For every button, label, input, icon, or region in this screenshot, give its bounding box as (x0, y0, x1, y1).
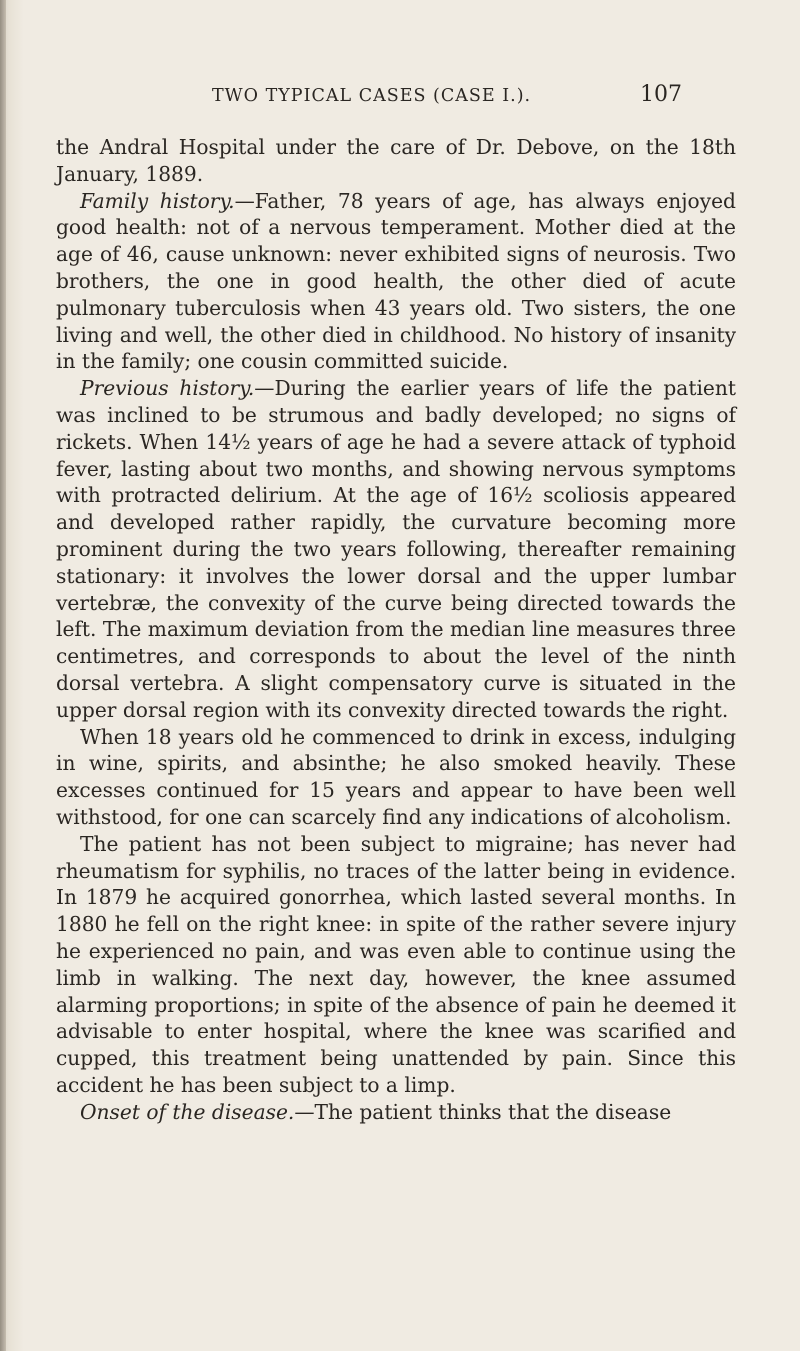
paragraph-medical-history (56, 831, 736, 1099)
section-heading-family-history: Family history. (80, 188, 235, 213)
body-text (56, 134, 736, 1125)
paragraph-family-history (56, 188, 736, 376)
paragraph-text: When 18 years old he commenced to drink in excess, indulging in wine, spirits, and absinthe; he also smoked heavily. These excesses continued for 15 years and appear to have been well withstood, for one can scarcely find any indications of alcoholism. (56, 724, 736, 829)
page-number: 107 (640, 82, 682, 107)
running-head: TWO TYPICAL CASES (CASE I.). (212, 86, 532, 106)
section-heading-onset: Onset of the disease. (80, 1099, 295, 1124)
page-header (212, 82, 682, 112)
paragraph-continuation (56, 134, 736, 188)
paragraph-text: The patient has not been subject to migraine; has never had rheumatism for syphilis, no traces of the latter being in evidence. In 1879 he acquired gonorrhea, which lasted several months. In 1880 he fell on the right knee: in spite of the rather severe injury he experienced no pain, and was even able to continue using the limb in walking. The next day, however, the knee assumed alarming proportions; in spite of the absence of pain he deemed it advisable to enter hospital, where the knee was scarified and cupped, this treatment being unattended by pain. Since this accident he has been subject to a limp. (56, 831, 736, 1097)
paragraph-text: —During the earlier years of life the patient was inclined to be strumous and badly developed; no signs of rickets. When 14½ years of age he had a severe attack of typhoid fever, lasting about two months, and showing nervous symptoms with protracted delirium. At the age of 16½ scoliosis appeared and developed rather rapidly, the curvature becoming more prominent during the two years following, thereafter remaining stationary: it involves the lower dorsal and the upper lumbar vertebræ, the convexity of the curve being directed towards the left. The maximum deviation from the median line measures three centimetres, and corresponds to about the level of the ninth dorsal vertebra. A slight compensatory curve is situated in the upper dorsal region with its convexity directed towards the right. (56, 376, 736, 722)
section-heading-previous-history: Previous history. (80, 376, 255, 401)
paragraph-onset (56, 1099, 736, 1126)
paragraph-text: the Andral Hospital under the care of Dr. Debove, on the 18th January, 1889. (56, 135, 736, 186)
page-gutter-shadow (0, 0, 6, 1351)
paragraph-text: —Father, 78 years of age, has always enjoyed good health: not of a nervous temperament. Mother died at the age of 46, cause unknown: never exhibited signs of neurosis. Two brothers, the one in good health, the other died of acute pulmonary tuberculosis when 43 years old. Two sisters, the one living and well, the other died in childhood. No history of insanity in the family; one cousin committed suicide. (56, 188, 736, 374)
paragraph-alcohol (56, 724, 736, 831)
paragraph-text: —The patient thinks that the disease (294, 1099, 672, 1124)
paragraph-previous-history (56, 375, 736, 723)
